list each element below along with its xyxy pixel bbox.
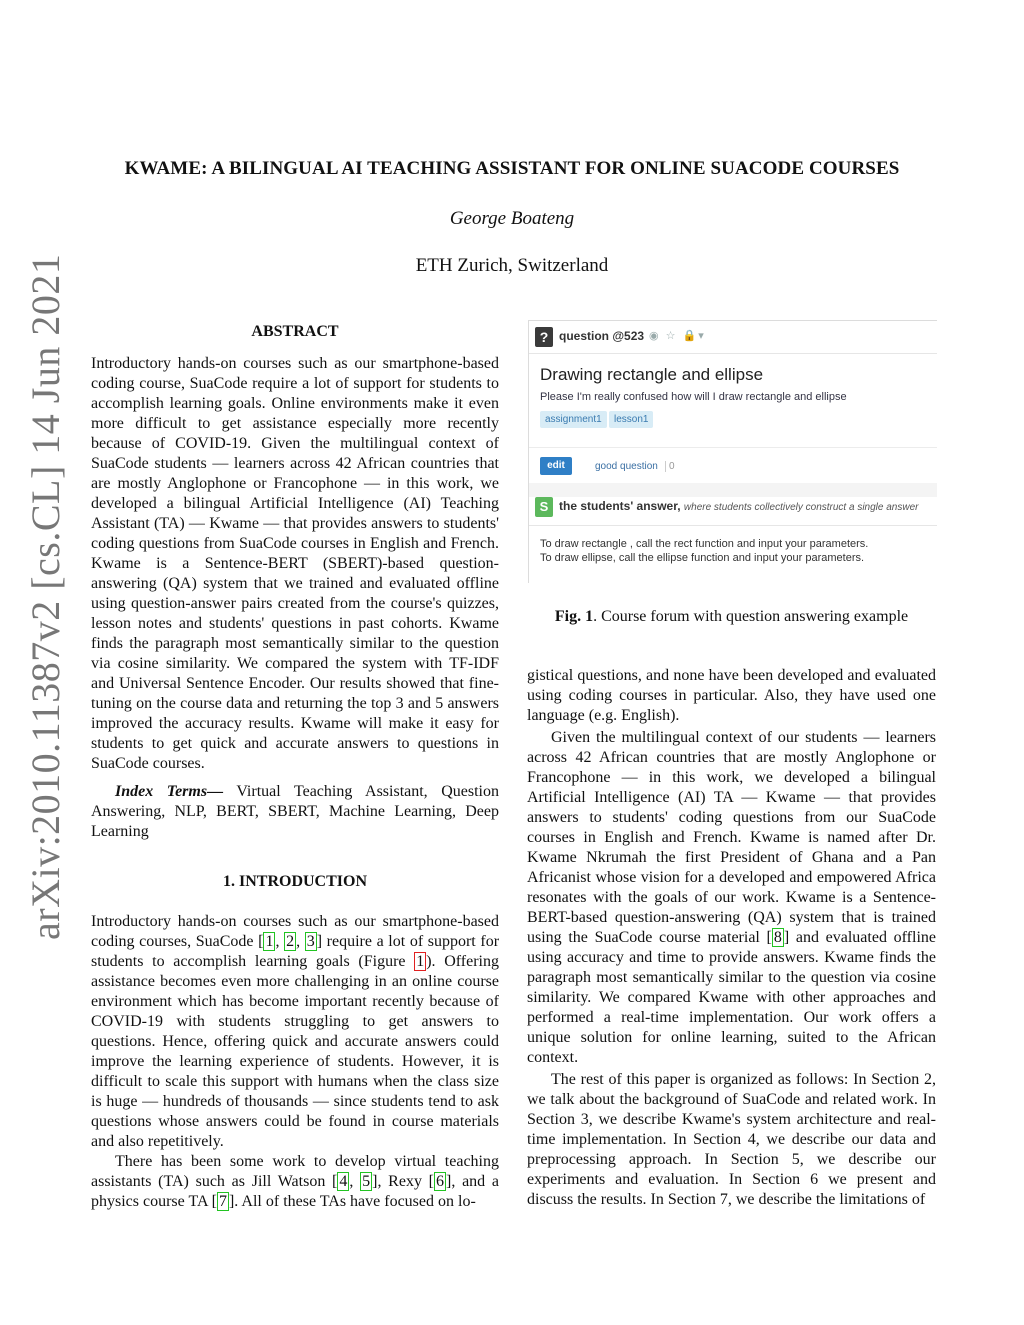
paper-title: KWAME: A BILINGUAL AI TEACHING ASSISTANT FOR ONLINE SUACODE COURSES — [124, 158, 900, 179]
right-paragraph-3: The rest of this paper is organized as follows: In Section 2, we talk about the background of SuaCode and related work. In Section 3, we describe Kwame's system architecture and real-time implementation. In Section 4, we describe our data and preprocessing approach. In Section 5, we describe our experiments and evaluation. In Section 6 we present and discuss the results. In Section 7, we describe the limitations of — [527, 1071, 936, 1208]
figure-course-forum — [528, 320, 937, 583]
figure-reference-link[interactable]: 1 — [416, 953, 425, 970]
divider — [529, 525, 937, 526]
divider — [529, 447, 937, 448]
caption-label: Fig. 1 — [554, 608, 594, 625]
arxiv-identifier: arXiv:2010.11387v2 [cs.CL] 14 Jun 2021 — [23, 253, 68, 940]
figure-caption — [527, 608, 936, 626]
answer-text: To draw rectangle , call the rect function and input your parameters. To draw ellipse, call the ellipse function and input your parameters. — [540, 538, 869, 564]
index-terms-label: Index Terms— — [115, 783, 224, 800]
students-answer-icon: S — [535, 497, 553, 517]
citation-link[interactable]: 8 — [773, 929, 782, 946]
edit-button: edit — [540, 457, 572, 475]
abstract-text: Introductory hands-on courses such as our smartphone-based coding course, SuaCode require a lot of support for students to accomplish learning goals. Online environments make it even more difficult to get assistance especially more recently because of COVID-19. Given the multilingual context of SuaCode students — learners across 42 African countries that are mostly Anglophone or Francophone — in this work, we developed a bilingual Artificial Intelligence (AI) Teaching Assistant (TA) — Kwame — that provides answers to students' coding questions from SuaCode courses in English and French. Kwame is a Sentence-BERT (SBERT)-based question-answering (QA) system that we trained and evaluated offline using question-answer pairs created from the course's quizzes, lesson notes and students' questions in past cohorts. Kwame finds the paragraph most semantically similar to the question via cosine similarity. We compared the system with TF-IDF and Universal Sentence Encoder. Our results showed that fine-tuning on the course data and returning the top 3 and 5 answers improved the accuracy results. Kwame will make it easy for students to get quick and accurate answers to questions in SuaCode courses. — [91, 355, 499, 772]
citation-link[interactable]: 6 — [436, 1173, 445, 1190]
right-paragraph-1: gistical questions, and none have been developed and evaluated using coding courses in particular. Also, they have used one language (e.g. English). — [527, 667, 936, 724]
question-body: Please I'm really confused how will I draw rectangle and ellipse — [540, 391, 847, 403]
citation-link[interactable]: 4 — [339, 1173, 348, 1190]
caption-text: . Course forum with question answering example — [593, 608, 909, 625]
citation-link[interactable]: 1 — [265, 933, 274, 950]
citation-link[interactable]: 2 — [286, 933, 295, 950]
tag-assignment1: assignment1 — [540, 411, 607, 428]
intro-paragraph-1: Introductory hands-on courses such as our smartphone-based coding courses, SuaCode [ 1 , 2 , 3 ] require a lot of support for students to accomplish learning goals (Figure 1 ). Offering assistance becomes even more challenging in an online course environment which has become important recently because of COVID-19 with students struggling to get answers to questions. Hence, offering quick and accurate answers could improve the learning experience of students. However, it is difficult to scale this support with humans when the class size is huge — hundreds of thousands — since students tend to ask questions whose answers could be found in course materials and also repetitively. — [91, 913, 500, 1150]
introduction-heading: 1. INTRODUCTION — [222, 873, 367, 890]
citation-link[interactable]: 5 — [362, 1173, 371, 1190]
intro-paragraph-2: There has been some work to develop virtual teaching assistants (TA) such as Jill Watson [ 4 , 5 ], Rexy [ 6 ], and a physics course TA [ 7 ]. All of these TAs have focused on lo- — [91, 1153, 500, 1210]
divider-band — [529, 483, 937, 497]
author-name: George Boateng — [449, 208, 575, 229]
good-question-count: 0 — [665, 461, 675, 472]
right-paragraph-2: Given the multilingual context of our students — learners across 42 African countries that are mostly Anglophone or Francophone — in this work, we developed a bilingual Artificial Intelligence (AI) TA — Kwame — that provides answers to students' coding questions from our SuaCode courses in English and French. Kwame is named after Dr. Kwame Nkrumah the first President of Ghana and a Pan Africanist whose vision for a developed and empowered Africa resonates with the goals of our work. Kwame is a Sentence-BERT-based question-answering (QA) system that is trained using the SuaCode course material [ 8 ] and evaluated offline using accuracy and time to provide answers. Kwame finds the paragraph most semantically similar to the question via cosine similarity. We compared Kwame with other approaches and performed a real-time implementation. Our work offers a unique solution for online learning, suited to the African context. — [527, 729, 936, 1066]
index-terms-text: Virtual Teaching Assistant, Question Answering, NLP, BERT, SBERT, Machine Learning, Deep Learning — [91, 783, 500, 840]
citation-link[interactable]: 7 — [218, 1193, 227, 1210]
question-icon: ? — [535, 327, 553, 347]
divider — [529, 353, 937, 354]
affiliation: ETH Zurich, Switzerland — [415, 255, 609, 276]
tag-lesson1: lesson1 — [609, 411, 653, 428]
good-question-link: good question — [595, 461, 658, 472]
citation-link[interactable]: 3 — [306, 933, 315, 950]
index-terms — [91, 782, 499, 842]
right-column — [527, 666, 936, 1210]
abstract-heading: ABSTRACT — [251, 323, 339, 340]
question-title: Drawing rectangle and ellipse — [540, 365, 764, 384]
students-answer-header: the students' answer, where students collectively construct a single answer — [559, 499, 919, 513]
left-column — [91, 322, 499, 1212]
question-number: question @523 — [559, 329, 645, 343]
star-lock-icon: ◉ ☆ 🔒▾ — [649, 330, 706, 342]
